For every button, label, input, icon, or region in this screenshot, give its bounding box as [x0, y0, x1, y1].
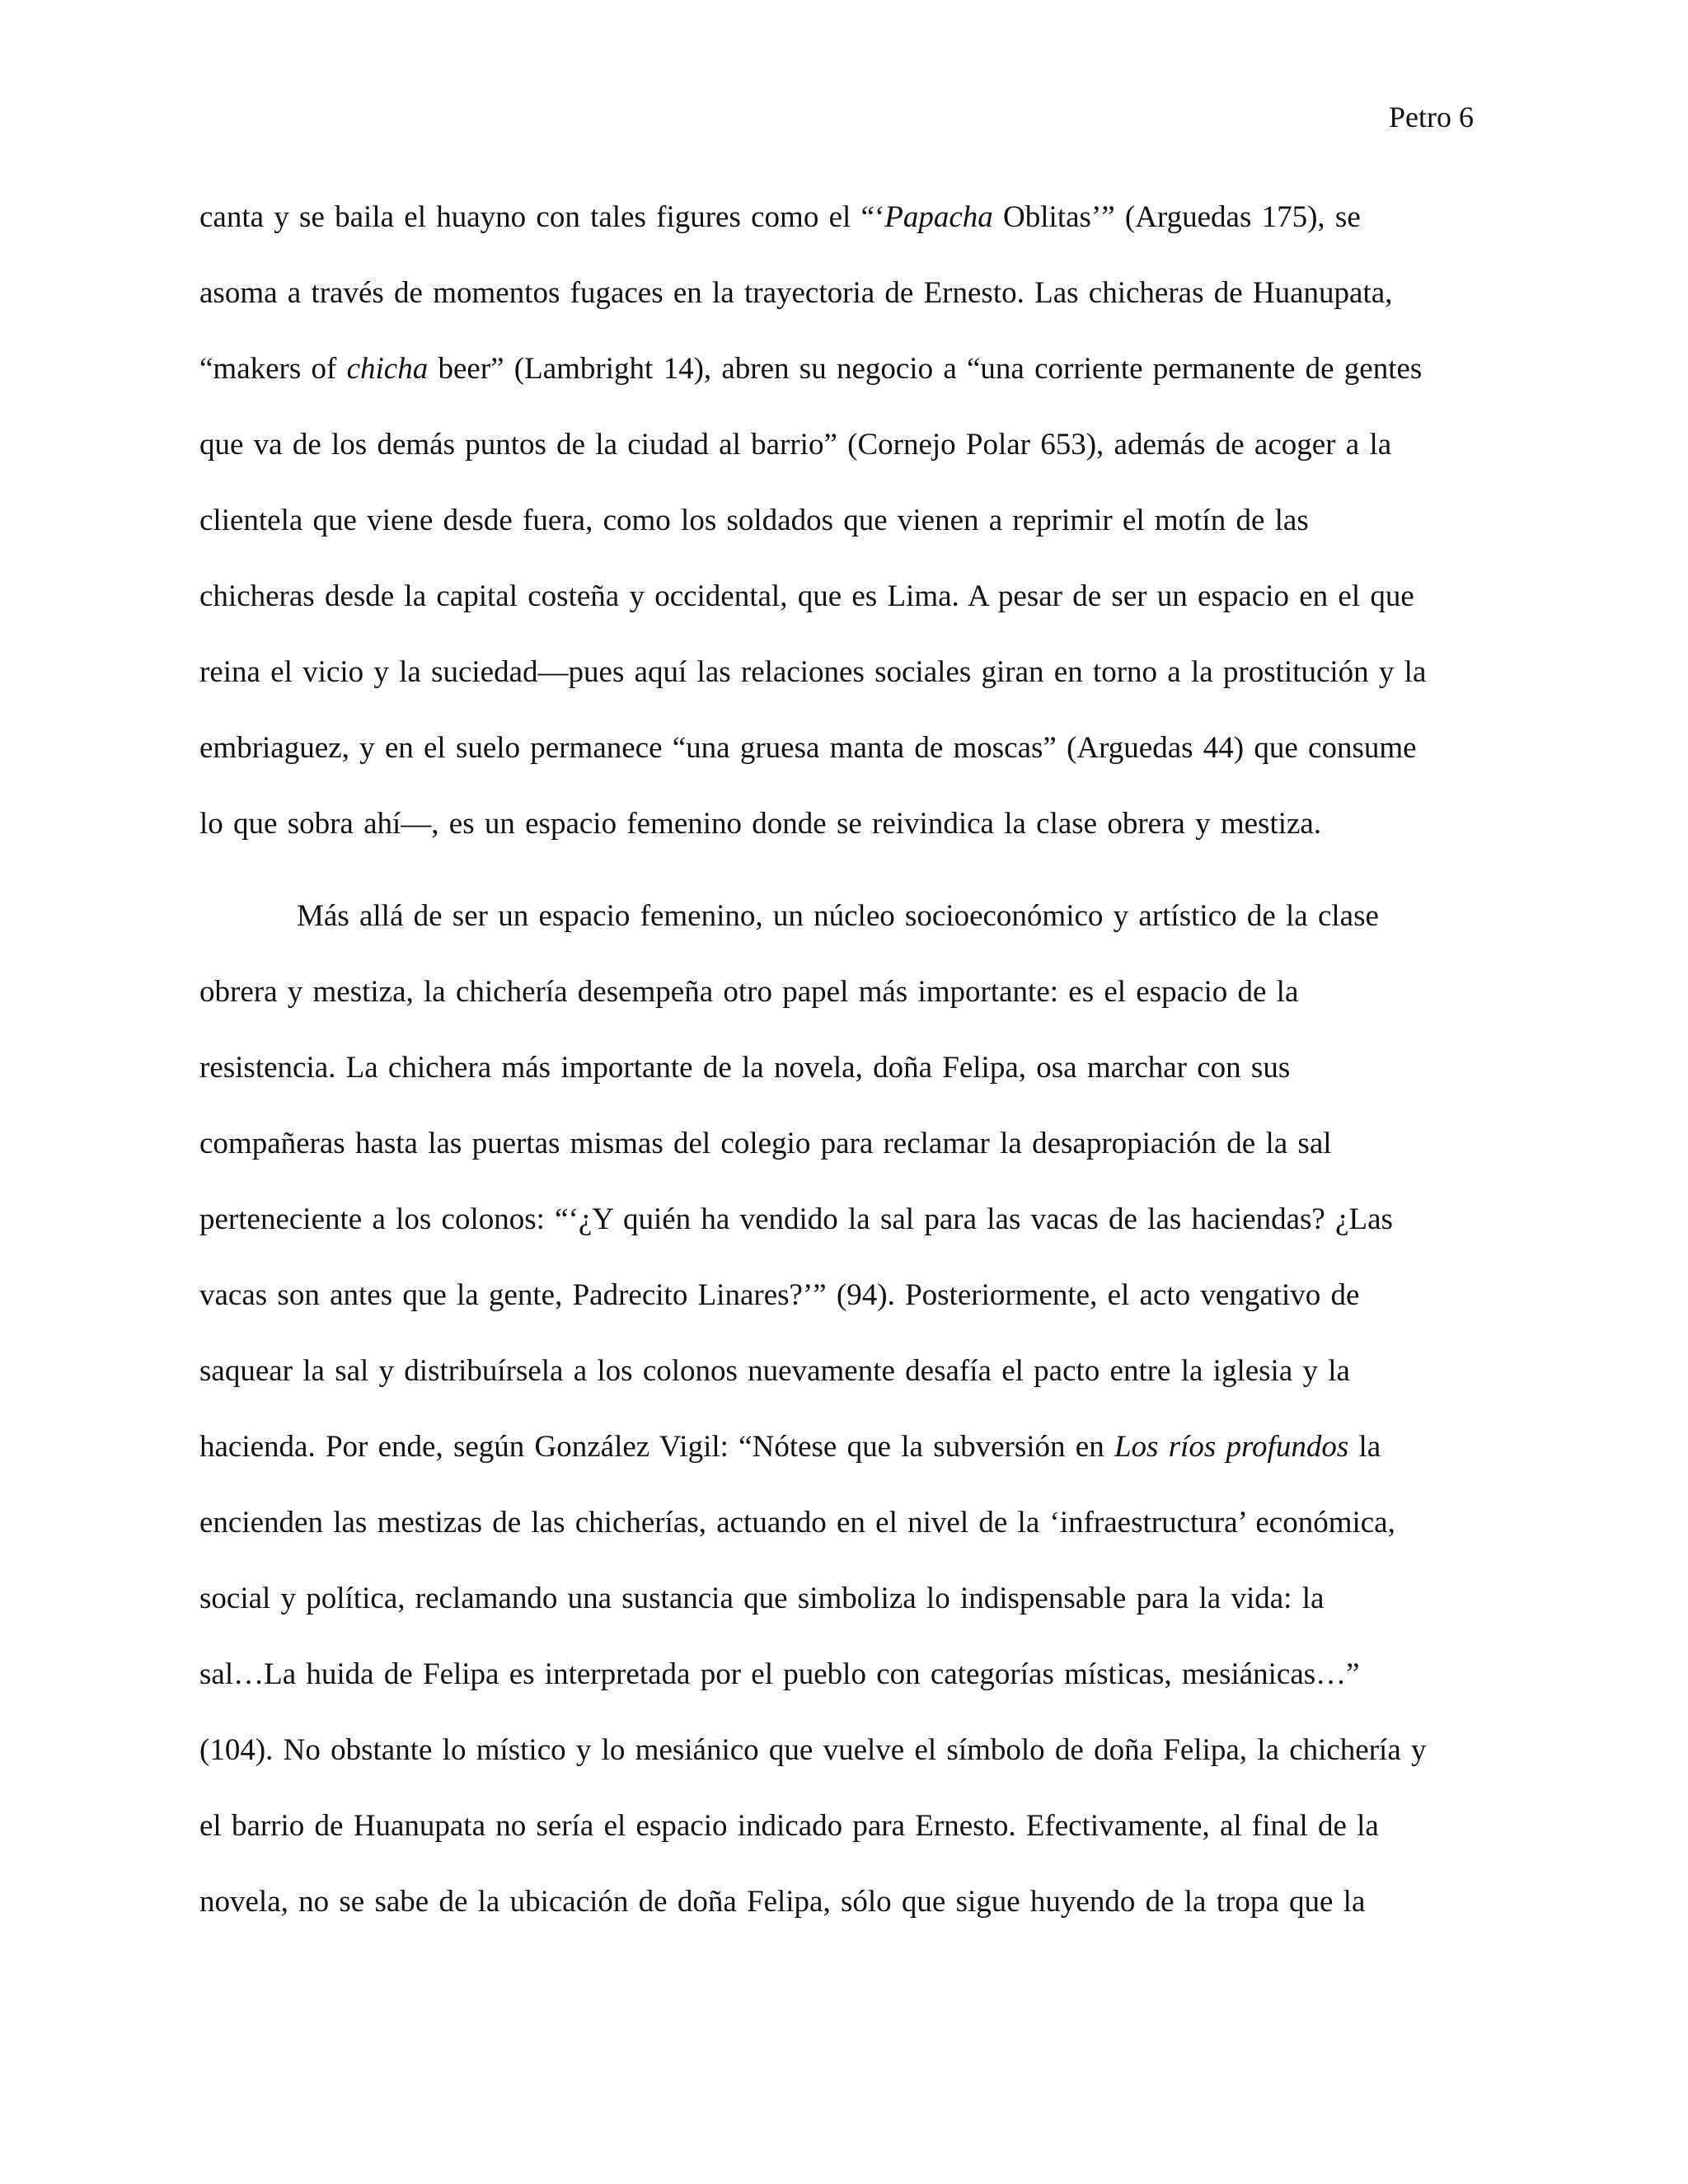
text-line [199, 974, 1485, 1050]
text-line [199, 579, 1485, 654]
text-line [199, 351, 1485, 427]
text-segment: encienden las mestizas de las chicherías, actuando en el nivel de la ‘infraestructura’ económica, [199, 1506, 1395, 1540]
text-line [199, 1202, 1485, 1277]
text-segment: asoma a través de momentos fugaces en la trayectoria de Ernesto. Las chicheras de Huanupata, [199, 276, 1393, 310]
text-segment: canta y se baila el huayno con tales figures como el “‘ [199, 200, 885, 234]
text-line [199, 654, 1485, 730]
text-line [199, 199, 1485, 275]
text-line [199, 1581, 1485, 1657]
italic-text: Los ríos profundos [1114, 1430, 1349, 1464]
text-segment: clientela que viene desde fuera, como los soldados que vienen a reprimir el motín de las [199, 504, 1309, 537]
text-segment: beer” (Lambright 14), abren su negocio a “una corriente permanente de gentes [428, 352, 1423, 386]
text-line [199, 1429, 1485, 1505]
text-segment: compañeras hasta las puertas mismas del colegio para reclamar la desapropiación de la sal [199, 1127, 1332, 1160]
page-header: Petro 6 [1389, 101, 1474, 134]
text-segment: vacas son antes que la gente, Padrecito Linares?’” (94). Posteriormente, el acto vengativo de [199, 1278, 1360, 1312]
text-segment: la [1348, 1430, 1381, 1464]
text-segment: lo que sobra ahí—, es un espacio femenino donde se reivindica la clase obrera y mestiza. [199, 807, 1322, 841]
text-line [199, 730, 1485, 806]
italic-text: chicha [346, 352, 429, 386]
paragraph-gap [199, 882, 1485, 898]
text-segment: obrera y mestiza, la chichería desempeña otro papel más importante: es el espacio de la [199, 975, 1299, 1009]
text-line [199, 1884, 1485, 1960]
text-line [199, 1353, 1485, 1429]
text-segment: sal…La huida de Felipa es interpretada por el pueblo con categorías místicas, mesiánicas…” [199, 1657, 1360, 1691]
text-line [199, 1050, 1485, 1126]
text-line [199, 1808, 1485, 1884]
paragraph-1 [199, 199, 1485, 882]
text-line [199, 427, 1485, 503]
text-segment: Más allá de ser un espacio femenino, un núcleo socioeconómico y artístico de la clase [297, 899, 1379, 933]
text-segment: resistencia. La chichera más importante de la novela, doña Felipa, osa marchar con sus [199, 1051, 1291, 1085]
text-segment: el barrio de Huanupata no sería el espacio indicado para Ernesto. Efectivamente, al final de la [199, 1809, 1379, 1843]
text-segment: chicheras desde la capital costeña y occidental, que es Lima. A pesar de ser un espacio en el que [199, 579, 1414, 613]
text-line [199, 1657, 1485, 1732]
text-line [199, 1126, 1485, 1202]
text-segment: hacienda. Por ende, según González Vigil: “Nótese que la subversión en [199, 1430, 1114, 1464]
text-line [199, 503, 1485, 579]
italic-text: Papacha [884, 200, 993, 234]
text-segment: novela, no se sabe de la ubicación de doña Felipa, sólo que sigue huyendo de la tropa que la [199, 1885, 1366, 1919]
text-line [199, 1732, 1485, 1808]
text-line [199, 1505, 1485, 1581]
text-segment: “makers of [199, 352, 347, 386]
text-line [199, 898, 1485, 974]
text-line [199, 1277, 1485, 1353]
text-segment: saquear la sal y distribuírsela a los colonos nuevamente desafía el pacto entre la iglesia y la [199, 1354, 1350, 1388]
text-segment: social y política, reclamando una sustancia que simboliza lo indispensable para la vida: la [199, 1582, 1325, 1615]
text-segment: que va de los demás puntos de la ciudad al barrio” (Cornejo Polar 653), además de acoger a la [199, 428, 1392, 462]
body-text [199, 199, 1485, 1960]
text-segment: (104). No obstante lo místico y lo mesiánico que vuelve el símbolo de doña Felipa, la chichería y [199, 1733, 1427, 1767]
paragraph-2 [199, 898, 1485, 1960]
text-segment: reina el vicio y la suciedad—pues aquí las relaciones sociales giran en torno a la prostitución y la [199, 655, 1427, 689]
text-segment: perteneciente a los colonos: “‘¿Y quién ha vendido la sal para las vacas de las haciendas? ¿Las [199, 1202, 1393, 1236]
text-segment: Oblitas’” (Arguedas 175), se [992, 200, 1361, 234]
text-line [199, 275, 1485, 351]
text-line [199, 806, 1485, 882]
text-segment: embriaguez, y en el suelo permanece “una gruesa manta de moscas” (Arguedas 44) que consume [199, 731, 1417, 765]
